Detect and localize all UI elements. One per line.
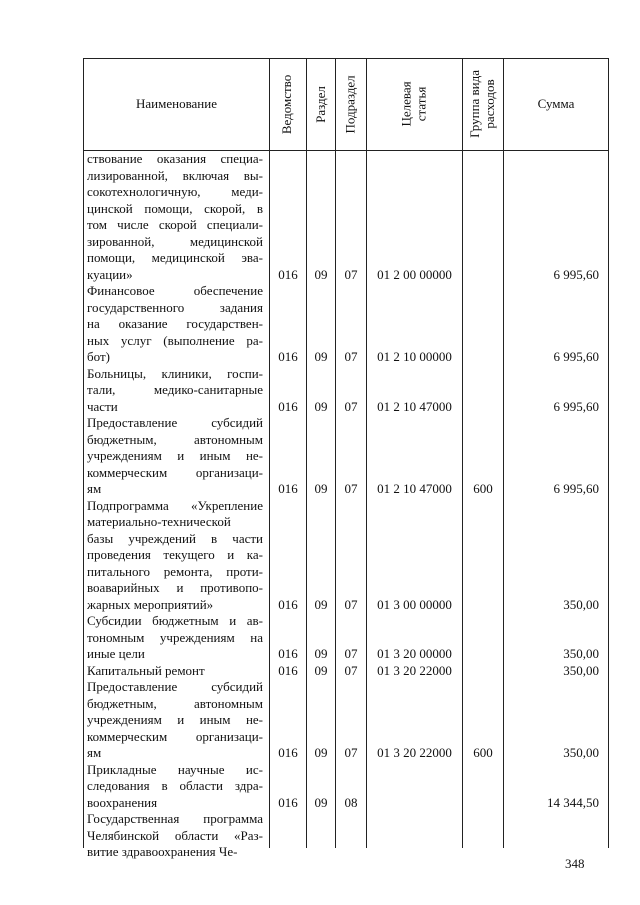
row-subsection: 07 xyxy=(344,662,358,678)
row-dept: 016 xyxy=(278,745,298,760)
table-row xyxy=(83,498,609,614)
header-name xyxy=(84,58,269,150)
row-sum: 6 995,60 xyxy=(553,481,599,496)
header-group-line2: расходов xyxy=(482,79,498,129)
row-name xyxy=(87,366,263,416)
row-name-line: проведения текущего и ка- xyxy=(87,547,263,562)
row-name-line: питального ремонта, проти- xyxy=(87,563,263,579)
row-sum: 6 995,60 xyxy=(553,349,599,364)
table-row xyxy=(83,366,609,416)
row-name-line: помощи, медицинской эва- xyxy=(87,250,263,265)
row-section: 09 xyxy=(314,398,328,414)
row-name xyxy=(87,663,263,680)
row-name-line: базы учреждений в части xyxy=(87,530,263,546)
row-name xyxy=(87,283,263,366)
row-dept: 016 xyxy=(278,662,298,678)
header-dept xyxy=(270,58,306,150)
row-name-line: цинской помощи, скорой, в xyxy=(87,200,263,216)
row-section: 09 xyxy=(314,745,328,760)
row-dept: 016 xyxy=(278,596,298,612)
row-dept: 016 xyxy=(278,794,298,810)
row-section: 09 xyxy=(314,266,328,282)
row-subsection: 08 xyxy=(344,794,358,810)
table-row xyxy=(83,663,609,680)
row-name-line: Капитальный ремонт xyxy=(87,662,205,678)
row-group: 600 xyxy=(473,745,493,760)
row-name-line: витие здравоохранения Че- xyxy=(87,844,238,859)
row-subsection: 07 xyxy=(344,596,358,612)
row-name-line: тали, медико-санитарные xyxy=(87,382,263,397)
row-sum: 350,00 xyxy=(563,646,599,661)
header-article xyxy=(367,58,462,150)
row-name xyxy=(87,762,263,812)
table-row xyxy=(83,283,609,366)
row-sum: 350,00 xyxy=(563,662,599,678)
header-name-label: Наименование xyxy=(136,96,217,111)
table-row xyxy=(83,151,609,283)
row-name-line: ям xyxy=(87,481,102,496)
row-name xyxy=(87,613,263,663)
row-article: 01 3 20 22000 xyxy=(377,745,452,760)
row-sum: 6 995,60 xyxy=(553,398,599,414)
row-name-line: иные цели xyxy=(87,646,145,661)
row-name xyxy=(87,679,263,762)
table-body xyxy=(83,151,609,861)
row-name-line: сокотехнологичную, меди- xyxy=(87,184,263,199)
row-article: 01 3 20 00000 xyxy=(377,646,452,661)
row-dept: 016 xyxy=(278,349,298,364)
row-name-line: тономным учреждениям на xyxy=(87,629,263,645)
row-name-line: Челябинской области «Раз- xyxy=(87,827,263,843)
table-row xyxy=(83,613,609,663)
row-name-line: части xyxy=(87,398,118,414)
header-article-line2: статья xyxy=(413,86,429,122)
row-name-line: ям xyxy=(87,745,102,760)
table-row xyxy=(83,762,609,812)
row-sum: 350,00 xyxy=(563,745,599,760)
row-name-line: Предоставление субсидий xyxy=(87,415,263,430)
row-name xyxy=(87,498,263,614)
table-row xyxy=(83,811,609,861)
budget-table xyxy=(83,58,609,859)
header-dept-label: Ведомство xyxy=(279,74,295,134)
row-article: 01 2 10 47000 xyxy=(377,398,452,414)
row-name-line: куации» xyxy=(87,266,133,282)
row-name-line: учреждениям и иным не- xyxy=(87,712,263,727)
row-name-line: Больницы, клиники, госпи- xyxy=(87,365,263,381)
row-name xyxy=(87,415,263,498)
row-dept: 016 xyxy=(278,266,298,282)
row-name-line: Субсидии бюджетным и ав- xyxy=(87,613,263,628)
header-article-line1: Целевая xyxy=(398,81,414,127)
row-name-line: Предоставление субсидий xyxy=(87,679,263,694)
row-name-line: Прикладные научные ис- xyxy=(87,761,263,777)
row-name-line: материально-технической xyxy=(87,514,231,529)
row-name-line: бюджетным, автономным xyxy=(87,695,263,711)
header-section xyxy=(307,58,335,150)
row-name-line: лизированной, включая вы- xyxy=(87,167,263,183)
row-article: 01 3 20 22000 xyxy=(377,662,452,678)
row-name-line: воохранения xyxy=(87,794,158,810)
header-subsection-label: Подраздел xyxy=(342,74,358,134)
row-name-line: ствование оказания специа- xyxy=(87,151,263,166)
table-row xyxy=(83,679,609,762)
row-article: 01 3 00 00000 xyxy=(377,596,452,612)
row-subsection: 07 xyxy=(344,646,358,661)
header-sum xyxy=(504,58,608,150)
row-sum: 14 344,50 xyxy=(547,794,599,810)
header-group xyxy=(463,58,503,150)
header-sum-label: Сумма xyxy=(537,96,575,111)
row-name-line: государственного задания xyxy=(87,299,263,315)
row-subsection: 07 xyxy=(344,266,358,282)
row-name-line: ных услуг (выполнение ра- xyxy=(87,332,263,348)
row-section: 09 xyxy=(314,349,328,364)
row-name-line: Подпрограмма «Укрепление xyxy=(87,497,263,513)
row-section: 09 xyxy=(314,481,328,496)
row-section: 09 xyxy=(314,662,328,678)
table-row xyxy=(83,415,609,498)
row-subsection: 07 xyxy=(344,349,358,364)
row-name-line: следования в области здра- xyxy=(87,778,263,793)
row-group: 600 xyxy=(473,481,493,496)
row-name-line: на оказание государствен- xyxy=(87,316,263,331)
row-dept: 016 xyxy=(278,481,298,496)
row-name-line: коммерческим организаци- xyxy=(87,728,263,744)
row-name-line: Государственная программа xyxy=(87,811,263,826)
row-article: 01 2 10 47000 xyxy=(377,481,452,496)
row-dept: 016 xyxy=(278,398,298,414)
row-name-line: коммерческим организаци- xyxy=(87,464,263,480)
row-article: 01 2 00 00000 xyxy=(377,266,452,282)
row-name-line: воаварийных и противопо- xyxy=(87,580,263,595)
row-section: 09 xyxy=(314,794,328,810)
row-name-line: жарных мероприятий» xyxy=(87,596,214,612)
row-sum: 350,00 xyxy=(563,596,599,612)
header-subsection xyxy=(336,58,366,150)
row-name-line: бот) xyxy=(87,349,110,364)
row-name-line: зированной, медицинской xyxy=(87,233,263,249)
row-dept: 016 xyxy=(278,646,298,661)
row-subsection: 07 xyxy=(344,398,358,414)
row-subsection: 07 xyxy=(344,481,358,496)
header-group-line1: Группа вида xyxy=(467,70,483,138)
row-subsection: 07 xyxy=(344,745,358,760)
row-name xyxy=(87,811,263,861)
row-name xyxy=(87,151,263,283)
row-name-line: Финансовое обеспечение xyxy=(87,283,263,298)
header-section-label: Раздел xyxy=(312,85,328,123)
row-name-line: учреждениям и иным не- xyxy=(87,448,263,463)
page-number: 348 xyxy=(565,856,585,871)
row-name-line: том числе скорой специали- xyxy=(87,217,263,232)
row-section: 09 xyxy=(314,596,328,612)
row-section: 09 xyxy=(314,646,328,661)
row-article: 01 2 10 00000 xyxy=(377,349,452,364)
row-name-line: бюджетным, автономным xyxy=(87,431,263,447)
row-sum: 6 995,60 xyxy=(553,266,599,282)
